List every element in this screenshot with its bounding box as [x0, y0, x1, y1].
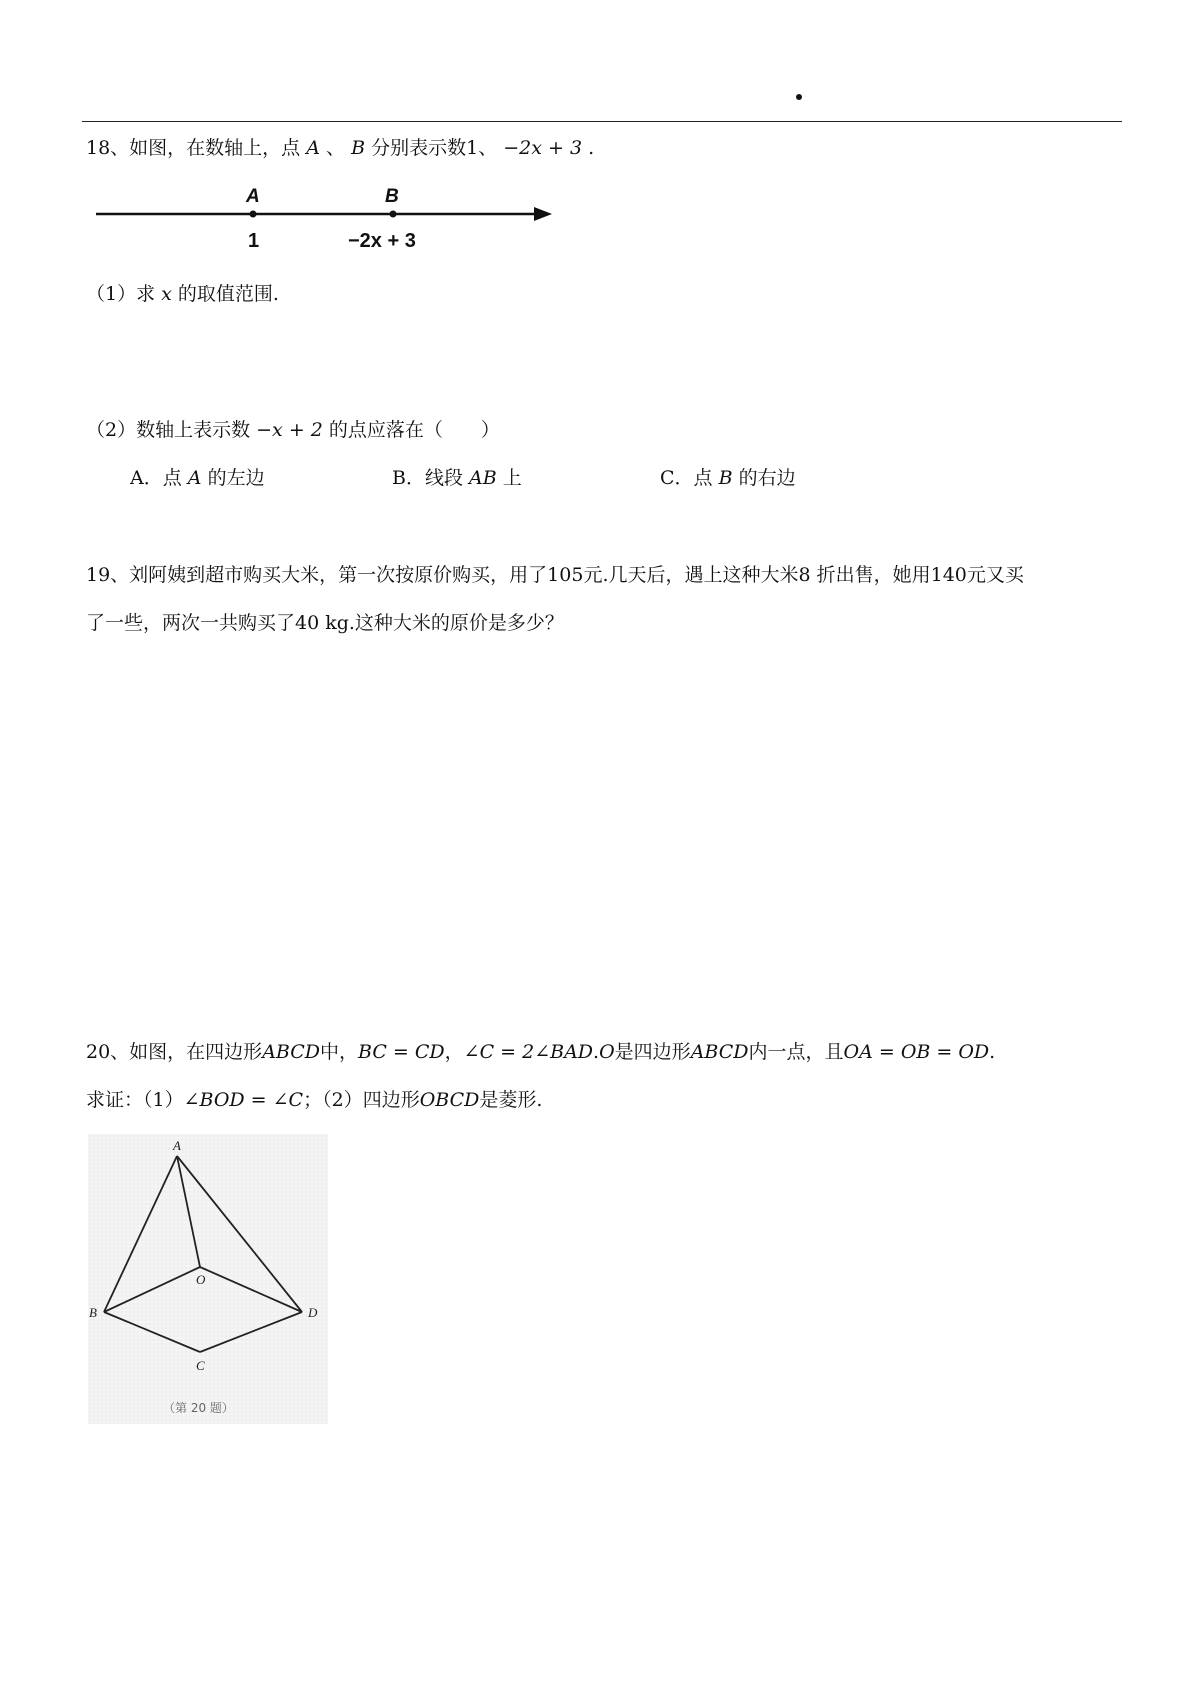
nl-value-b: −2x + 3 [348, 230, 416, 252]
edge-od [200, 1267, 302, 1312]
fig-label-b: B [89, 1305, 97, 1320]
edge-bc [104, 1312, 200, 1352]
q19-line2: 了一些，两次一共购买了40 kg.这种大米的原价是多少？ [86, 612, 564, 634]
edge-ab [104, 1156, 177, 1312]
point-a-dot [250, 211, 257, 218]
point-b-dot [390, 211, 397, 218]
q18-option-a: A．点 A 的左边 [130, 467, 265, 489]
fig-label-a: A [173, 1138, 181, 1153]
q19-line1: 19、刘阿姨到超市购买大米，第一次按原价购买，用了105元.几天后，遇上这种大米8 折出售，她用140元又买 [86, 564, 1024, 586]
edge-cd [200, 1312, 302, 1352]
number-line-figure [90, 180, 560, 260]
fig-label-o: O [196, 1272, 206, 1287]
quadrilateral-lines [104, 1156, 302, 1352]
q20-line1: 20、如图，在四边形ABCD中，BC = CD，∠C = 2∠BAD.O是四边形ABCD内一点，且OA = OB = OD. [86, 1041, 996, 1063]
q18-part1: （1）求 x 的取值范围. [86, 283, 279, 305]
q18-option-c: C．点 B 的右边 [660, 467, 796, 489]
fig-label-c: C [196, 1358, 205, 1373]
q18-point-b: B [351, 137, 366, 159]
edge-ad [177, 1156, 302, 1312]
edge-ao [177, 1156, 200, 1267]
q20-line2: 求证：（1）∠BOD = ∠C；（2）四边形OBCD是菱形. [86, 1089, 543, 1111]
q18-part2: （2）数轴上表示数 −x + 2 的点应落在（ ） [86, 419, 500, 441]
header-dot [796, 94, 802, 100]
fig-caption: （第 20 题） [163, 1401, 234, 1415]
nl-value-a: 1 [248, 230, 260, 252]
fig-label-d: D [308, 1305, 318, 1320]
nl-label-b: B [385, 186, 399, 207]
nl-label-a: A [246, 186, 260, 207]
header-rule [82, 121, 1122, 122]
q18-stem: 18、如图，在数轴上，点 A 、 B 分别表示数1、 −2x + 3 . [86, 137, 595, 159]
quadrilateral-figure [88, 1134, 328, 1424]
quadrilateral-svg [88, 1134, 328, 1424]
number-line-arrow-icon [534, 207, 552, 221]
q18-point-a: A [306, 137, 320, 159]
edge-bo [104, 1267, 200, 1312]
q18-expr-b: −2x + 3 [503, 137, 583, 159]
q18-option-b: B．线段 AB 上 [392, 467, 522, 489]
